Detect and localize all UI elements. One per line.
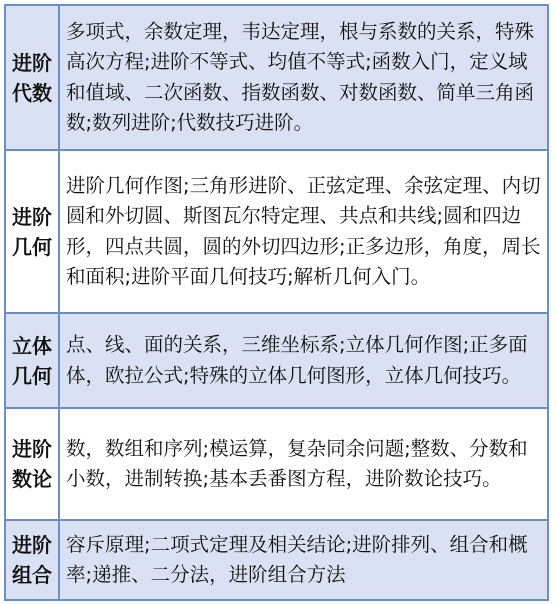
row-label [5,313,59,408]
row-label-line: 进阶 [12,204,52,229]
row-label [5,520,59,600]
row-solid-geometry [5,313,548,408]
row-label-line: 进阶 [12,50,52,75]
row-label-line: 数论 [12,467,52,491]
row-content: 进阶几何作图;三角形进阶、正弦定理、余弦定理、内切圆和外切圆、斯图瓦尔特定理、共点和共线;圆和四边形，四点共圆，圆的外切四边形;正多边形，角度，周长和面积;进阶平面几何技巧;解析几何入门。 [59,150,548,313]
topics-table [4,4,549,601]
row-advanced-algebra [5,5,548,150]
row-label [5,150,59,313]
row-label-line: 组合 [12,563,52,587]
row-label-line: 代数 [12,80,52,105]
row-content: 容斥原理;二项式定理及相关结论;进阶排列、组合和概率;递推、二分法，进阶组合方法 [59,520,548,600]
row-advanced-combinatorics [5,520,548,600]
row-label [5,5,59,150]
row-advanced-geometry [5,150,548,313]
topics-table-wrapper [4,4,549,599]
row-label-line: 进阶 [12,533,52,557]
row-advanced-number-theory [5,408,548,520]
row-label-line: 立体 [12,333,52,358]
row-content: 数，数组和序列;模运算，复杂同余问题;整数、分数和小数，进制转换;基本丢番图方程，进阶数论技巧。 [59,408,548,520]
row-label-line: 几何 [12,363,52,388]
row-content: 多项式，余数定理，韦达定理，根与系数的关系，特殊高次方程;进阶不等式、均值不等式;函数入门，定义域和值域、二次函数、指数函数、对数函数、简单三角函数;数列进阶;代数技巧进阶。 [59,5,548,150]
row-label [5,408,59,520]
row-label-line: 进阶 [12,437,52,461]
row-content: 点、线、面的关系，三维坐标系;立体几何作图;正多面体，欧拉公式;特殊的立体几何图形，立体几何技巧。 [59,313,548,408]
row-label-line: 几何 [12,234,52,259]
